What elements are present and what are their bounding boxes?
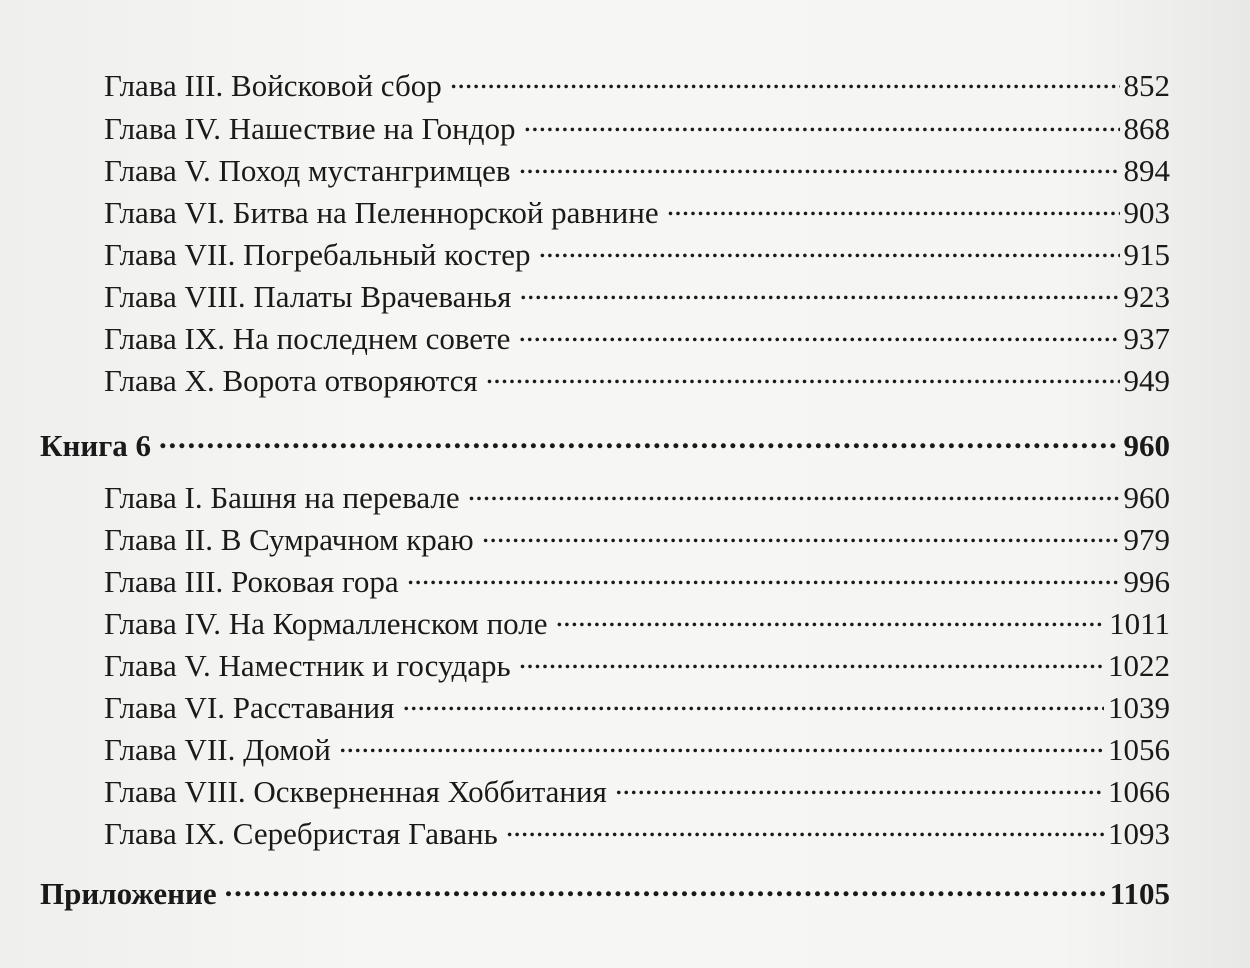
- toc-entry-title: Глава III. Роковая гора: [104, 564, 399, 599]
- toc-entry-page: 960: [1123, 480, 1170, 515]
- toc-entry-page: 923: [1123, 279, 1170, 314]
- dot-leader: [468, 472, 1120, 508]
- toc-book-title: Книга 6: [40, 428, 152, 463]
- toc-entry-chapter: [104, 766, 1170, 810]
- toc-book-page: 1105: [1109, 876, 1170, 911]
- toc-entry-chapter: [104, 682, 1170, 726]
- toc-entry-chapter: [104, 229, 1170, 273]
- toc-entry-title: Глава IV. На Кормалленском поле: [104, 606, 548, 641]
- toc-entry-page: 949: [1123, 363, 1170, 398]
- toc-entry-title: Глава VII. Домой: [104, 732, 331, 767]
- toc-entry-title: Глава I. Башня на перевале: [104, 480, 460, 515]
- toc-entry-title: Глава III. Войсковой сбор: [104, 68, 442, 103]
- dot-leader: [225, 868, 1106, 904]
- toc-entry-page: 1093: [1108, 816, 1170, 851]
- toc-entry-title: Глава IV. Нашествие на Гондор: [104, 111, 516, 146]
- toc-entry-page: 1011: [1109, 606, 1170, 641]
- toc-entry-chapter: [104, 472, 1170, 516]
- dot-leader: [538, 229, 1119, 265]
- toc-entry-page: 903: [1123, 195, 1170, 230]
- dot-leader: [482, 514, 1120, 550]
- toc-entry-chapter: [104, 313, 1170, 357]
- dot-leader: [450, 60, 1120, 96]
- dot-leader: [402, 682, 1104, 718]
- dot-leader: [556, 598, 1106, 634]
- toc-entry-title: Глава VII. Погребальный костер: [104, 237, 531, 272]
- dot-leader: [339, 724, 1104, 760]
- toc-entry-page: 852: [1123, 68, 1170, 103]
- toc-entry-chapter: [104, 724, 1170, 768]
- toc-entry-page: 979: [1123, 522, 1170, 557]
- toc-entry-chapter: [104, 598, 1170, 642]
- toc-entry-page: 1066: [1108, 774, 1170, 809]
- toc-entry-chapter: [104, 187, 1170, 231]
- toc-entry-title: Глава VI. Расставания: [104, 690, 395, 725]
- toc-book-title: Приложение: [40, 876, 217, 911]
- toc-entry-chapter: [104, 145, 1170, 189]
- dot-leader: [519, 145, 1120, 181]
- toc-entry-chapter: [104, 808, 1170, 852]
- toc-entry-chapter: [104, 271, 1170, 315]
- toc-entry-title: Глава IX. На последнем совете: [104, 321, 511, 356]
- toc-entry-title: Глава VIII. Оскверненная Хоббитания: [104, 774, 607, 809]
- toc-entry-page: 1039: [1108, 690, 1170, 725]
- toc-entry-book: [40, 868, 1170, 912]
- toc-entry-page: 868: [1123, 111, 1170, 146]
- toc-entry-chapter: [104, 556, 1170, 600]
- toc-entry-title: Глава V. Поход мустангримцев: [104, 153, 511, 188]
- toc-entry-title: Глава VI. Битва на Пеленнорской равнине: [104, 195, 659, 230]
- dot-leader: [506, 808, 1104, 844]
- toc-entry-title: Глава VIII. Палаты Врачеванья: [104, 279, 512, 314]
- toc-entry-title: Глава V. Наместник и государь: [104, 648, 511, 683]
- toc-entry-title: Глава X. Ворота отворяются: [104, 363, 478, 398]
- toc-entry-chapter: [104, 514, 1170, 558]
- toc-entry-page: 894: [1123, 153, 1170, 188]
- dot-leader: [519, 271, 1119, 307]
- toc-entry-chapter: [104, 355, 1170, 399]
- dot-leader: [407, 556, 1120, 592]
- toc-entry-chapter: [104, 60, 1170, 104]
- dot-leader: [524, 103, 1120, 139]
- dot-leader: [518, 313, 1119, 349]
- dot-leader: [667, 187, 1120, 223]
- toc-entry-title: Глава II. В Сумрачном краю: [104, 522, 474, 557]
- toc-entry-page: 996: [1123, 564, 1170, 599]
- dot-leader: [486, 355, 1120, 391]
- toc-entry-title: Глава IX. Серебристая Гавань: [104, 816, 498, 851]
- toc-entry-book: [40, 420, 1170, 464]
- toc-entry-page: 1022: [1108, 648, 1170, 683]
- toc-entry-chapter: [104, 103, 1170, 147]
- toc-entry-page: 915: [1123, 237, 1170, 272]
- toc-entry-page: 1056: [1108, 732, 1170, 767]
- toc-entry-page: 937: [1123, 321, 1170, 356]
- dot-leader: [159, 420, 1119, 456]
- toc-book-page: 960: [1123, 428, 1170, 463]
- toc-entry-chapter: [104, 640, 1170, 684]
- dot-leader: [519, 640, 1104, 676]
- dot-leader: [615, 766, 1104, 802]
